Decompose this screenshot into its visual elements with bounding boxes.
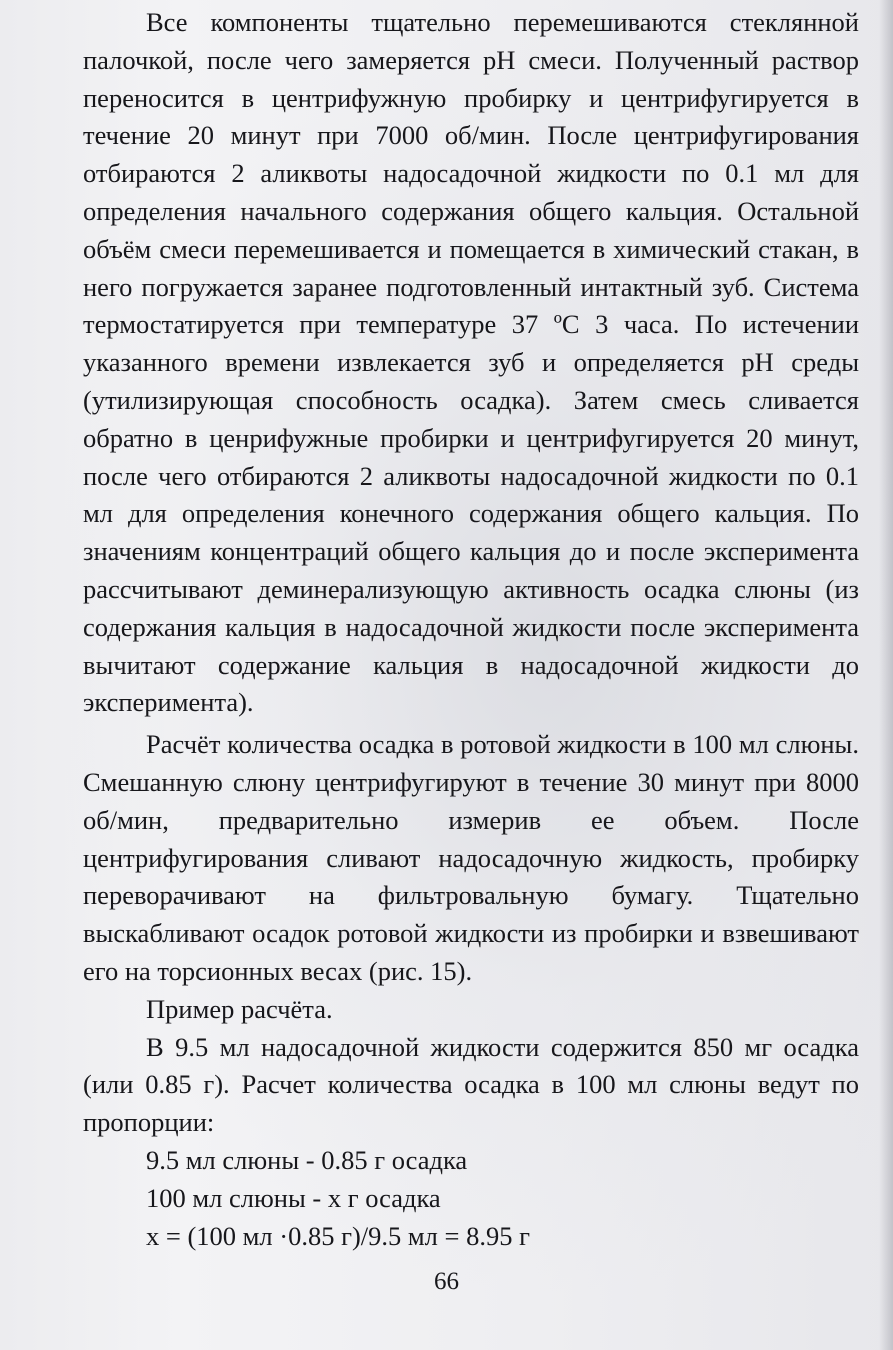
page-body	[83, 4, 859, 1255]
paragraph-example-heading: Пример расчёта.	[146, 993, 333, 1024]
formula-line-1: 9.5 мл слюны - 0.85 г осадка	[146, 1144, 468, 1175]
paragraph-sediment-calculation: Расчёт количества осадка в ротовой жидкости в 100 мл слюны. Смешанную слюну центрифугируют в течение 30 минут при 8000 об/мин, предварительно измерив ее объем. После центрифугирования сливают надосадочную жидкость, пробирку переворачивают на фильтровальную бумагу. Тщательно выскабливают осадок ротовой жидкости из пробирки и взвешивают его на торсионных весах (рис. 15).	[83, 729, 859, 986]
formula-line-2: 100 мл слюны - х г осадка	[146, 1182, 441, 1213]
page-edge-shadow	[879, 0, 893, 1350]
paragraph-example-body: В 9.5 мл надосадочной жидкости содержится 850 мг осадка (или 0.85 г). Расчет количества осадка в 100 мл слюны ведут по пропорции:	[83, 1031, 859, 1138]
paragraph-procedure: Все компоненты тщательно перемешиваются стеклянной палочкой, после чего замеряется pH смеси. Полученный раствор переносится в центрифужную пробирку и центрифугируется в течение 20 минут при 7000 об/мин. После центрифугирования отбираются 2 аликвоты надосадочной жидкости по 0.1 мл для определения начального содержания общего кальция. Остальной объём смеси перемешивается и помещается в химический стакан, в него погружается заранее подготовленный интактный зуб. Система термостатируется при температуре 37 ºС 3 часа. По истечении указанного времени извлекается зуб и определяется pH среды (утилизирующая способность осадка). Затем смесь сливается обратно в ценрифужные пробирки и центрифугируется 20 минут, после чего отбираются 2 аликвоты надосадочной жидкости по 0.1 мл для определения конечного содержания общего кальция. По значениям концентраций общего кальция до и после эксперимента рассчитывают деминерализующую активность осадка слюны (из содержания кальция в надосадочной жидкости после эксперимента вычитают содержание кальция в надосадочной жидкости до эксперимента).	[83, 7, 859, 718]
formula-line-3: х = (100 мл ·0.85 г)/9.5 мл = 8.95 г	[146, 1220, 530, 1251]
page-number: 66	[434, 1268, 459, 1295]
